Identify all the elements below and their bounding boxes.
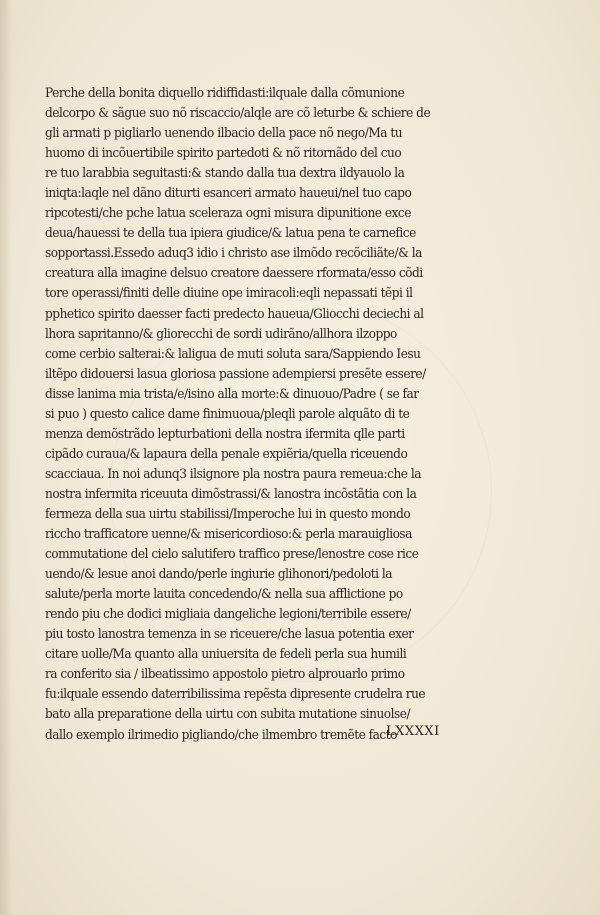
text-line: bato alla preparatione della uirtu con subita mutatione sinuolse/ (45, 707, 411, 723)
text-line: scacciaua. In noi adunq3 ilsignore pla nostra paura remeua:che la (45, 466, 421, 482)
text-line: citare uolle/Ma quanto alla uniuersita de fedeli perla sua humili (45, 647, 407, 663)
text-line: fu:ilquale essendo daterribilissima repẽsta dipresente crudelra rue (45, 687, 426, 703)
text-line: lhora sapritanno/& gliorecchi de sordi udirãno/allhora ilzoppo (45, 326, 397, 342)
text-line: come cerbio salterai:& laligua de muti soluta sara/Sappiendo Iesu (45, 346, 421, 362)
text-line: re tuo larabbia seguitasti:& stando dalla tua dextra ildyauolo la (45, 166, 405, 182)
text-line: ra conferito sia / ilbeatissimo appostolo pietro alprouarlo primo (45, 667, 405, 683)
text-line: commutatione del cielo salutifero traffico prese/lenostre cose rice (45, 547, 419, 563)
text-line: fermeza della sua uirtu stabilissi/Imperoche lui in questo mondo (45, 506, 411, 522)
text-line: menza demõstrãdo lepturbationi della nostra ifermita qlle parti (45, 426, 405, 442)
text-line: ripcotesti/che pche latua sceleraza ogni misura dipunitione exce (45, 206, 411, 222)
text-line: cipãdo curaua/& lapaura della penale expiẽria/quella riceuendo (45, 446, 408, 462)
text-line: salute/perla morte lauita concedendo/& nella sua afflictione po (45, 587, 403, 603)
text-line: disse lanima mia trista/e/isino alla morte:& dinuouo/Padre ( se far (45, 386, 419, 402)
text-line: gli armati p pigliarlo uenendo ilbacio della pace nõ nego/Ma tu (45, 126, 403, 142)
text-line: huomo di incõuertibile spirito partedoti & nõ ritornãdo del cuo (45, 146, 402, 162)
text-line: iniqta:laqle nel dãno diturti esanceri armato haueui/nel tuo capo (45, 186, 412, 202)
text-line: delcorpo & sãgue suo nõ riscaccio/alqle are cõ leturbe & schiere de (45, 106, 431, 122)
text-line: pphetico spirito daesser facti predecto haueua/Gliocchi deciechi al (45, 306, 424, 322)
text-line: deua/hauessi te della tua ipiera giudice/& latua pena te carnefice (45, 226, 416, 242)
text-line: rendo piu che dodici migliaia dangeliche legioni/terribile essere/ (45, 607, 411, 623)
text-line: creatura alla imagine delsuo creatore daessere rformata/esso cõdi (45, 266, 423, 282)
text-line: sopportassi.Essedo aduq3 idio i christo ase ilmõdo recõciliãte/& la (45, 246, 422, 262)
text-line: piu tosto lanostra temenza in se riceuere/che lasua potentia exer (45, 627, 414, 643)
text-line: dallo exemplo ilrimedio pigliando/che ilmembro tremẽte facto (45, 727, 397, 743)
body-text (45, 84, 557, 746)
text-line: uendo/& lesue anoi dando/perle ingiurie glihonori/pedoloti la (45, 567, 393, 583)
text-line: nostra infermita riceuuta dimõstrassi/& lanostra incõstãtia con la (45, 486, 417, 502)
text-line: iltẽpo didouersi lasua gloriosa passione adempiersi presẽte essere/ (45, 366, 426, 382)
text-line: tore operassi/finiti delle diuine ope imiracoli:eqli nepassati tẽpi il (45, 286, 413, 302)
text-line: si puo ) questo calice dame finimuoua/pleqli parole alquãto di te (45, 406, 410, 422)
text-line: Perche della bonita diquello ridiffidasti:ilquale dalla cõmunione (45, 86, 405, 101)
text-line: riccho trafficatore uenne/& misericordioso:& perla marauigliosa (45, 527, 412, 543)
folio-number: LXXXXI (386, 724, 440, 739)
